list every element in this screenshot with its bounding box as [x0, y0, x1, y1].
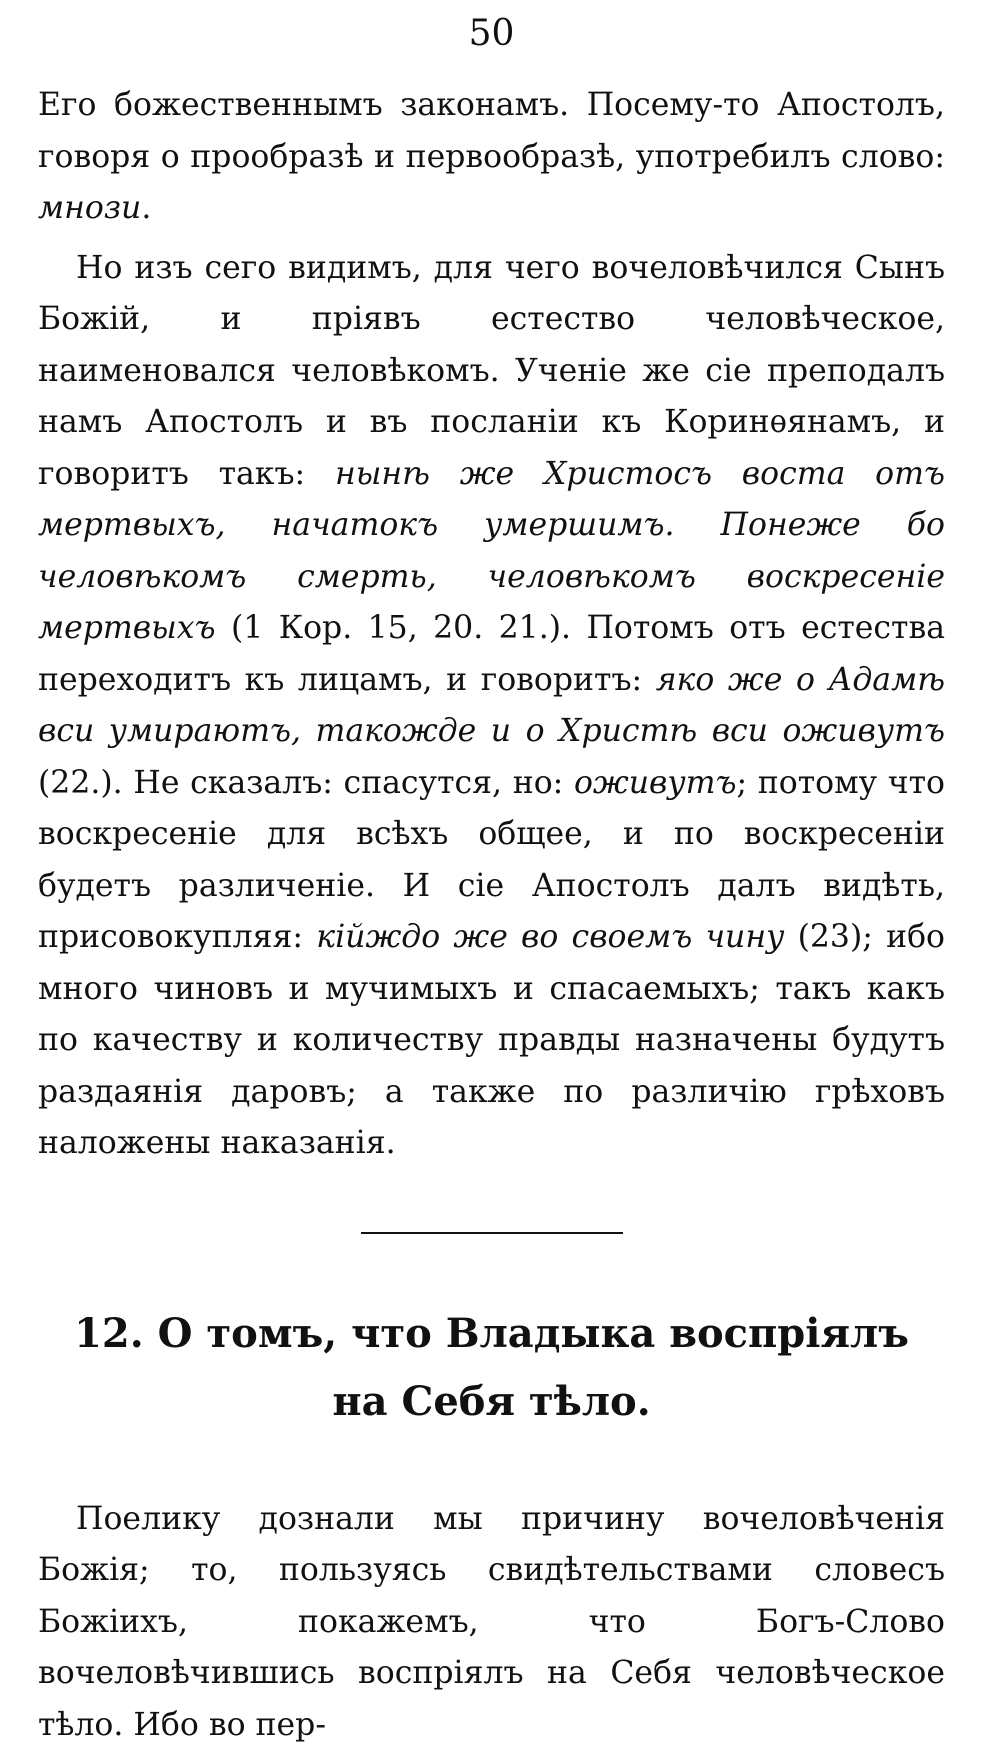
- quotation: оживутъ: [574, 765, 737, 801]
- text-run: (1 Кор. 15, 20. 21.). Потомъ отъ естества переходитъ къ лицамъ, и говоритъ:: [38, 610, 945, 698]
- paragraph-1: [38, 80, 945, 235]
- quotation: нынѣ же Христосъ воста отъ мертвыхъ, начатокъ умершимъ. Понеже бо человѣкомъ смерть, человѣкомъ воскресеніе мертвыхъ: [38, 456, 945, 647]
- section-heading-line-1: 12. О томъ, что Владыка воспріялъ: [38, 1300, 945, 1368]
- paragraph-3: Поелику дознали мы причину вочеловѣченія Божія; то, пользуясь свидѣтельствами словесъ Божіихъ, покажемъ, что Богъ-Слово вочеловѣчившись воспріялъ на Себя человѣческое тѣло. Ибо во пер-: [38, 1494, 945, 1751]
- text-run: .: [141, 190, 151, 226]
- text-run: Его божественнымъ законамъ. Посему-то Апостолъ, говоря о прообразѣ и первообразѣ, употребилъ слово:: [38, 87, 945, 175]
- page-number: 50: [38, 0, 945, 76]
- text-run: (22.). Не сказалъ: спасутся, но:: [38, 765, 574, 801]
- section-heading-line-2: на Себя тѣло.: [38, 1368, 945, 1436]
- paragraph-2: [38, 243, 945, 1170]
- section-divider: [361, 1232, 623, 1234]
- text-run: Но изъ сего видимъ, для чего вочеловѣчился Сынъ Божій, и пріявъ естество человѣческое, наименовался человѣкомъ. Ученіе же сіе преподалъ намъ Апостолъ и въ посланіи къ Коринѳянамъ, и говоритъ такъ:: [38, 250, 945, 492]
- quotation: мнози: [38, 190, 141, 226]
- text-run: (23); ибо много чиновъ и мучимыхъ и спасаемыхъ; такъ какъ по качеству и количеству правды назначены будутъ раздаянія даровъ; а также по различію грѣховъ наложены наказанія.: [38, 919, 945, 1161]
- text-run: ; потому что воскресеніе для всѣхъ общее, и по воскресеніи будетъ различеніе. И сіе Апостолъ далъ видѣть, присовокупляя:: [38, 765, 945, 956]
- quotation: кійждо же во своемъ чину: [316, 919, 784, 955]
- quotation: яко же о Адамѣ вси умираютъ, такожде и о Христѣ вси оживутъ: [38, 662, 945, 750]
- section-heading: [38, 1300, 945, 1436]
